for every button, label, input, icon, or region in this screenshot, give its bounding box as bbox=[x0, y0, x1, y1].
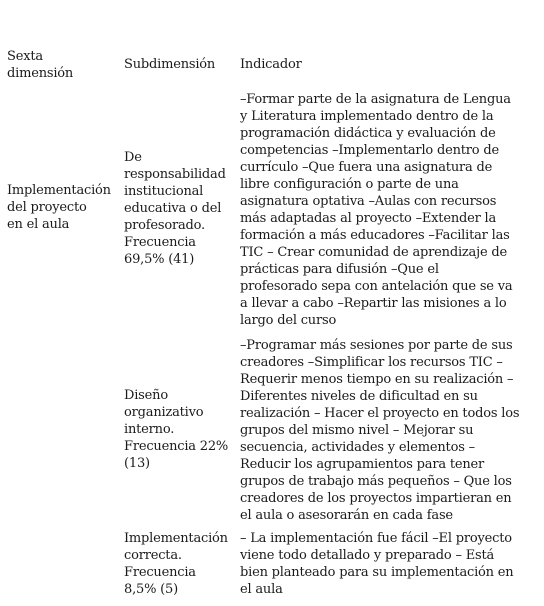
row-1-subdimension: De responsabilidad institucional educativa o del profesorado. Frecuencia 69,5% (41) bbox=[124, 150, 226, 267]
row-3-indicator: – La implementación fue fácil –El proyecto viene todo detallado y preparado – Está bien planteado para su implementación en el aula bbox=[240, 531, 514, 597]
header-subdimension: Subdimensión bbox=[124, 57, 216, 72]
header-indicator: Indicador bbox=[240, 57, 302, 72]
row-1-indicator: –Formar parte de la asignatura de Lengua y Literatura implementado dentro de la programación didáctica y evaluación de competencias –Implementarlo dentro de currículo –Que fuera una asignatura de libre configuración o parte de una asignatura optativa –Aulas con recursos más adaptadas al proyecto –Extender la formación a más educadores –Facilitar las TIC – Crear comunidad de aprendizaje de prácticas para difusión –Que el profesorado sepa con antelación que se va a llevar a cabo –Repartir las misiones a lo largo del curso bbox=[240, 92, 513, 328]
row-3-subdimension: Implementación correcta. Frecuencia 8,5% (5) bbox=[124, 531, 228, 597]
row-2-subdimension: Diseño organizativo interno. Frecuencia 22% (13) bbox=[124, 388, 229, 471]
header-dimension: Sexta dimensión bbox=[7, 49, 74, 81]
dimension-name: Implementación del proyecto en el aula bbox=[7, 183, 111, 232]
row-2-indicator: –Programar más sesiones por parte de sus creadores –Simplificar los recursos TIC – Requerir menos tiempo en su realización – Diferentes niveles de dificultad en su realización – Hacer el proyecto en todos los grupos del mismo nivel – Mejorar su secuencia, actividades y elementos – Reducir los agrupamientos para tener grupos de trabajo más pequeños – Que los creadores de los proyectos impartieran en el aula o asesorarán en cada fase bbox=[240, 338, 520, 523]
